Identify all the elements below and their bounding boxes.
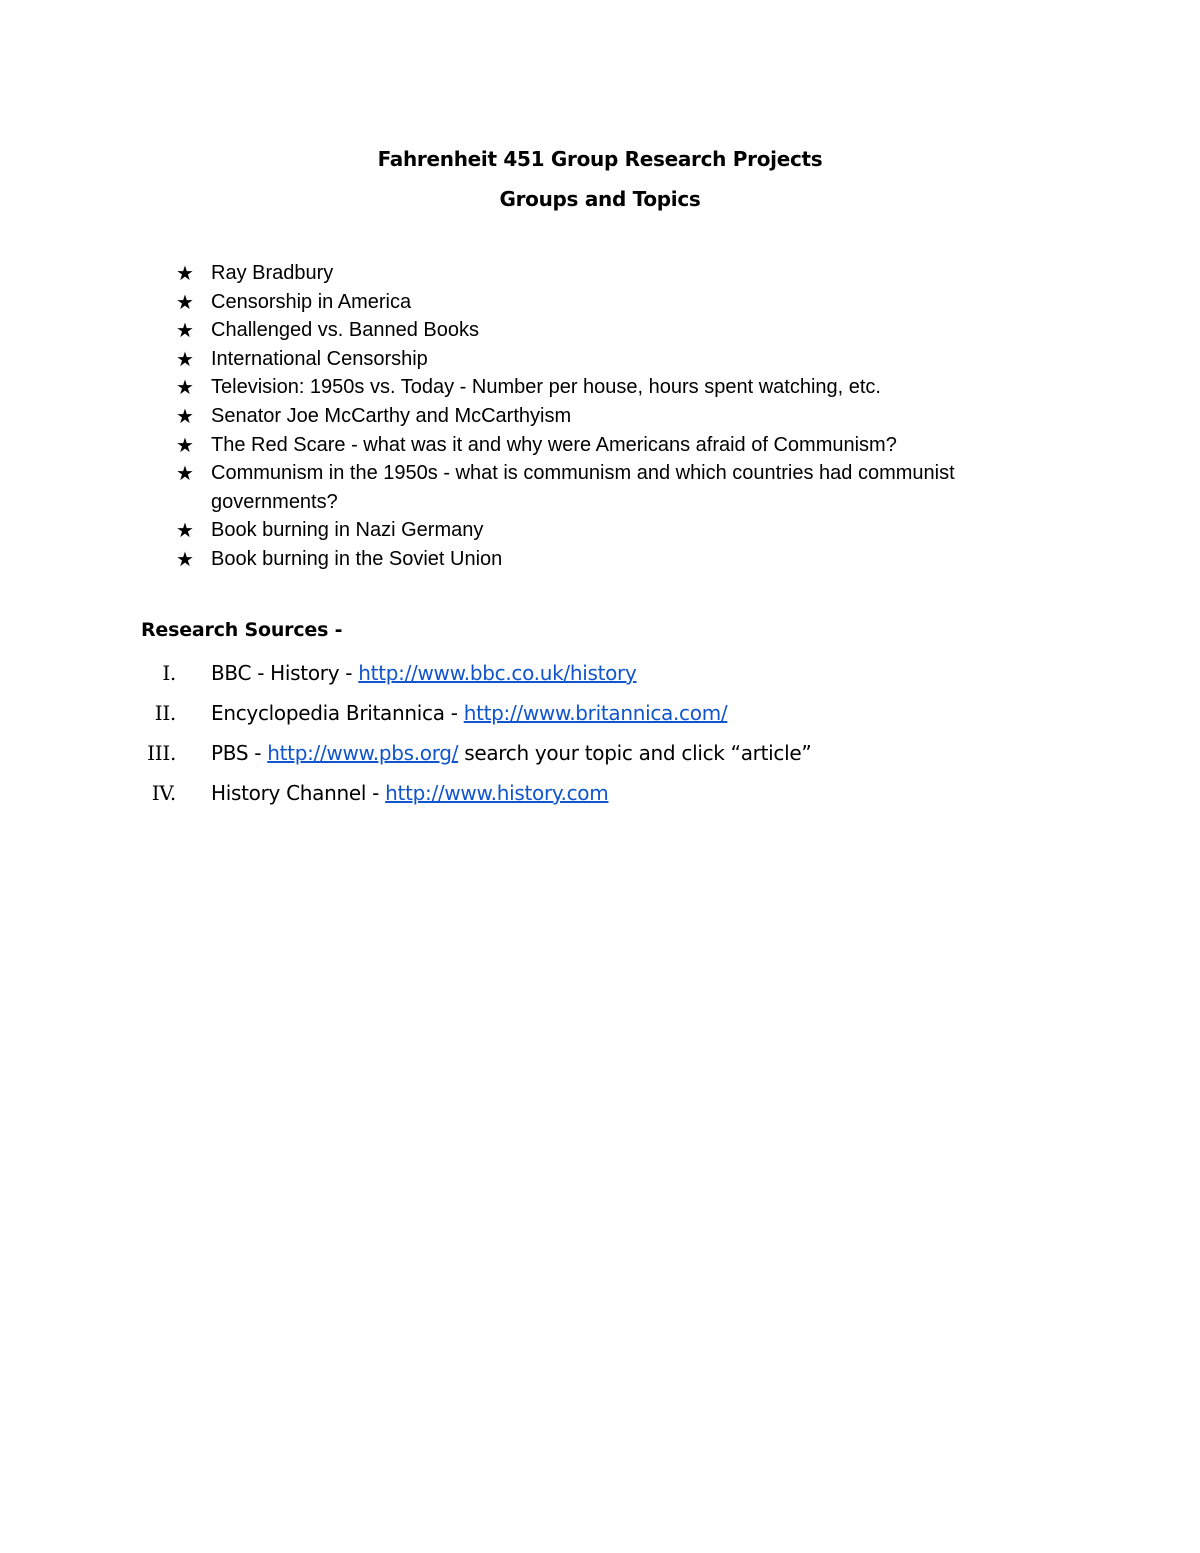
source-label: PBS - — [211, 741, 268, 765]
star-icon: ★ — [176, 289, 194, 314]
star-icon: ★ — [176, 403, 194, 428]
list-item — [0, 516, 1200, 545]
star-icon: ★ — [176, 432, 194, 457]
star-icon: ★ — [176, 346, 194, 371]
star-icon: ★ — [176, 461, 194, 486]
topic-text: Censorship in America — [211, 290, 412, 313]
document-title: Fahrenheit 451 Group Research Projects — [377, 147, 823, 171]
topic-text: Senator Joe McCarthy and McCarthyism — [211, 404, 572, 427]
source-label: History Channel - — [211, 781, 386, 805]
pbs-link[interactable]: http://www.pbs.org/ — [267, 741, 459, 765]
source-label: BBC - History - — [211, 661, 359, 685]
roman-numeral: II. — [154, 701, 176, 725]
list-item — [0, 402, 1200, 431]
star-icon: ★ — [176, 546, 194, 571]
list-item — [0, 657, 1200, 697]
star-icon: ★ — [176, 375, 194, 400]
list-item — [0, 545, 1200, 574]
list-item — [0, 777, 1200, 817]
list-item — [0, 373, 1200, 402]
source-suffix: search your topic and click “article” — [458, 741, 812, 765]
list-item — [0, 259, 1200, 288]
list-item — [0, 459, 1200, 516]
source-content — [211, 657, 637, 689]
list-item — [0, 697, 1200, 737]
list-item — [0, 737, 1200, 777]
list-item — [0, 316, 1200, 345]
list-item — [0, 345, 1200, 374]
history-channel-link[interactable]: http://www.history.com — [385, 781, 609, 805]
document-subtitle: Groups and Topics — [499, 187, 701, 211]
source-content — [211, 697, 727, 729]
star-icon: ★ — [176, 518, 194, 543]
sources-list — [0, 657, 1200, 817]
topic-text: The Red Scare - what was it and why were Americans afraid of Communism? — [211, 433, 897, 456]
britannica-link[interactable]: http://www.britannica.com/ — [463, 701, 728, 725]
source-label: Encyclopedia Britannica - — [211, 701, 464, 725]
topic-text: Book burning in the Soviet Union — [211, 547, 503, 570]
source-content — [211, 777, 608, 809]
roman-numeral: IV. — [151, 781, 176, 805]
topic-text: Challenged vs. Banned Books — [211, 319, 479, 342]
list-item — [0, 431, 1200, 460]
topic-text: Ray Bradbury — [211, 262, 334, 284]
source-content — [211, 737, 811, 769]
topics-list — [0, 259, 1200, 574]
topic-text: Book burning in Nazi Germany — [211, 519, 484, 542]
star-icon: ★ — [176, 318, 194, 343]
star-icon: ★ — [176, 261, 194, 285]
topic-text: International Censorship — [211, 347, 428, 370]
topic-text: Communism in the 1950s - what is communism and which countries had communist governments? — [211, 462, 955, 513]
roman-numeral: III. — [147, 741, 176, 765]
list-item — [0, 288, 1200, 317]
bbc-history-link[interactable]: http://www.bbc.co.uk/history — [358, 661, 637, 685]
roman-numeral: I. — [162, 661, 176, 685]
topic-text: Television: 1950s vs. Today - Number per house, hours spent watching, etc. — [211, 376, 881, 399]
sources-heading: Research Sources - — [141, 619, 343, 641]
